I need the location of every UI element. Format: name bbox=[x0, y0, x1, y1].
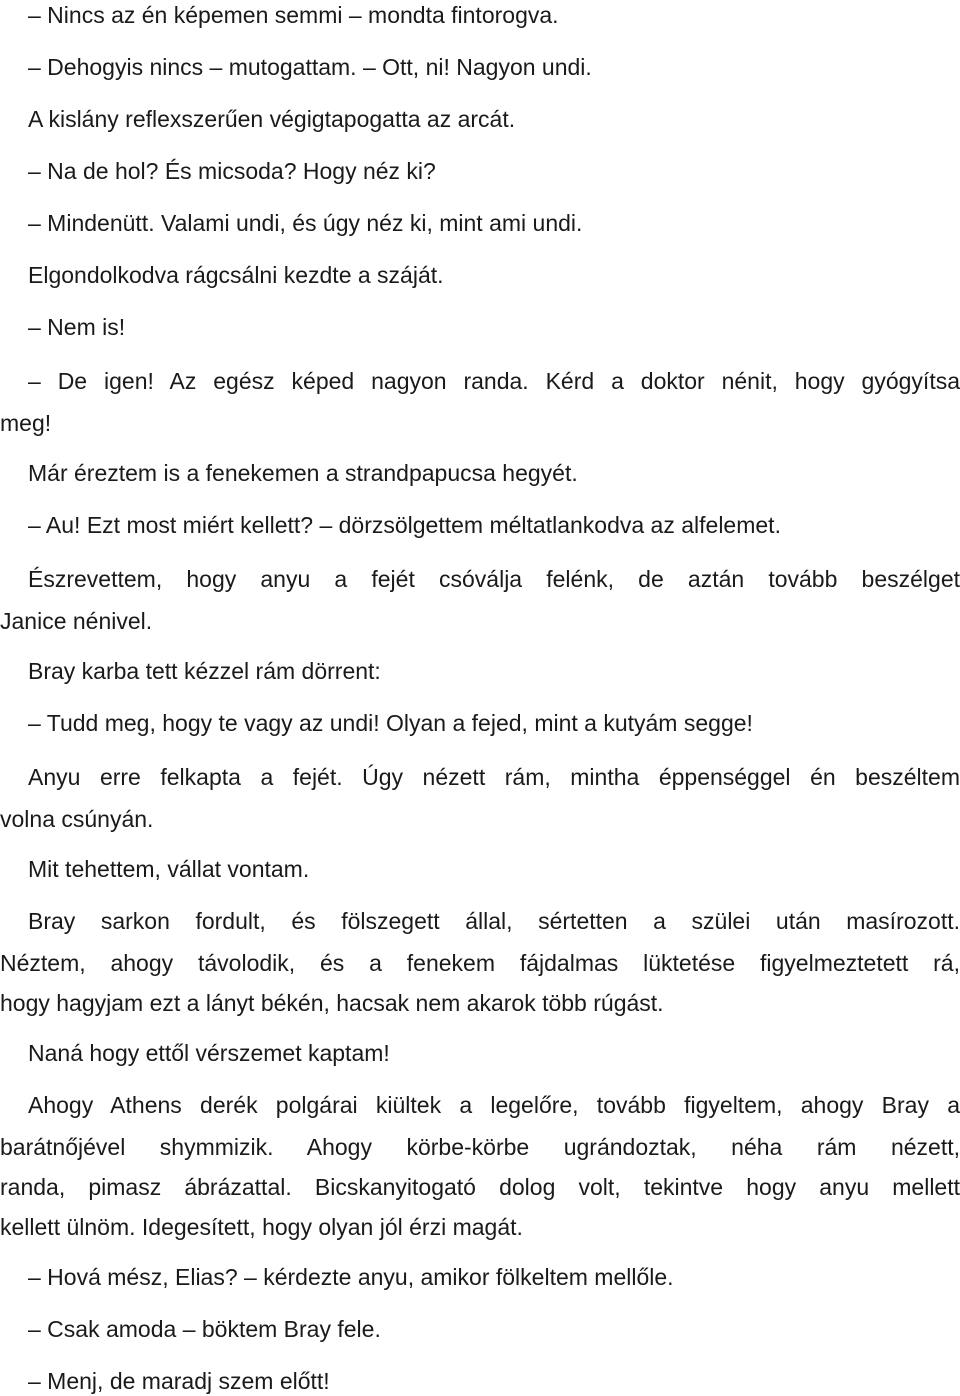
text-line: randa, pimasz ábrázattal. Bicskanyitogató dolog volt, tekintve hogy anyu mellett bbox=[0, 1174, 960, 1200]
text-line: – Nem is! bbox=[28, 314, 126, 340]
text-line: Mit tehettem, vállat vontam. bbox=[28, 856, 310, 882]
text-line: – Tudd meg, hogy te vagy az undi! Olyan a fejed, mint a kutyám segge! bbox=[28, 710, 753, 736]
text-line: – Mindenütt. Valami undi, és úgy néz ki, mint ami undi. bbox=[28, 210, 583, 236]
text-line: hogy hagyjam ezt a lányt békén, hacsak nem akarok több rúgást. bbox=[0, 990, 664, 1016]
text-line: Elgondolkodva rágcsálni kezdte a száját. bbox=[28, 262, 444, 288]
text-line: – Dehogyis nincs – mutogattam. – Ott, ni! Nagyon undi. bbox=[28, 54, 592, 80]
text-line: – Nincs az én képemen semmi – mondta fintorogva. bbox=[28, 2, 559, 28]
text-line: A kislány reflexszerűen végigtapogatta az arcát. bbox=[28, 106, 516, 132]
text-line: – Hová mész, Elias? – kérdezte anyu, amikor fölkeltem mellőle. bbox=[28, 1264, 674, 1290]
text-line: meg! bbox=[0, 410, 52, 436]
text-line: Már éreztem is a fenekemen a strandpapucsa hegyét. bbox=[28, 460, 578, 486]
text-line: – Csak amoda – böktem Bray fele. bbox=[28, 1316, 381, 1342]
text-line: Észrevettem, hogy anyu a fejét csóválja felénk, de aztán tovább beszélget bbox=[28, 566, 960, 592]
text-line: – Au! Ezt most miért kellett? – dörzsölgettem méltatlankodva az alfelemet. bbox=[28, 512, 781, 538]
text-line: Ahogy Athens derék polgárai kiültek a legelőre, tovább figyeltem, ahogy Bray a bbox=[28, 1092, 960, 1118]
text-line: – Na de hol? És micsoda? Hogy néz ki? bbox=[28, 158, 436, 184]
text-line: Naná hogy ettől vérszemet kaptam! bbox=[28, 1040, 390, 1066]
text-line: volna csúnyán. bbox=[0, 806, 154, 832]
text-line: – De igen! Az egész képed nagyon randa. Kérd a doktor nénit, hogy gyógyítsa bbox=[28, 368, 960, 394]
text-line: kellett ülnöm. Idegesített, hogy olyan jól érzi magát. bbox=[0, 1214, 523, 1240]
text-line: Anyu erre felkapta a fejét. Úgy nézett rám, mintha éppenséggel én beszéltem bbox=[28, 764, 960, 790]
text-line: Janice nénivel. bbox=[0, 608, 153, 634]
text-line: – Menj, de maradj szem előtt! bbox=[28, 1368, 330, 1394]
text-line: Bray sarkon fordult, és fölszegett állal, sértetten a szülei után masírozott. bbox=[28, 908, 960, 934]
text-line: Néztem, ahogy távolodik, és a fenekem fájdalmas lüktetése figyelmeztetett rá, bbox=[0, 950, 960, 976]
text-line: Bray karba tett kézzel rám dörrent: bbox=[28, 658, 381, 684]
text-line: barátnőjével shymmizik. Ahogy körbe-körbe ugrándoztak, néha rám nézett, bbox=[0, 1134, 960, 1160]
